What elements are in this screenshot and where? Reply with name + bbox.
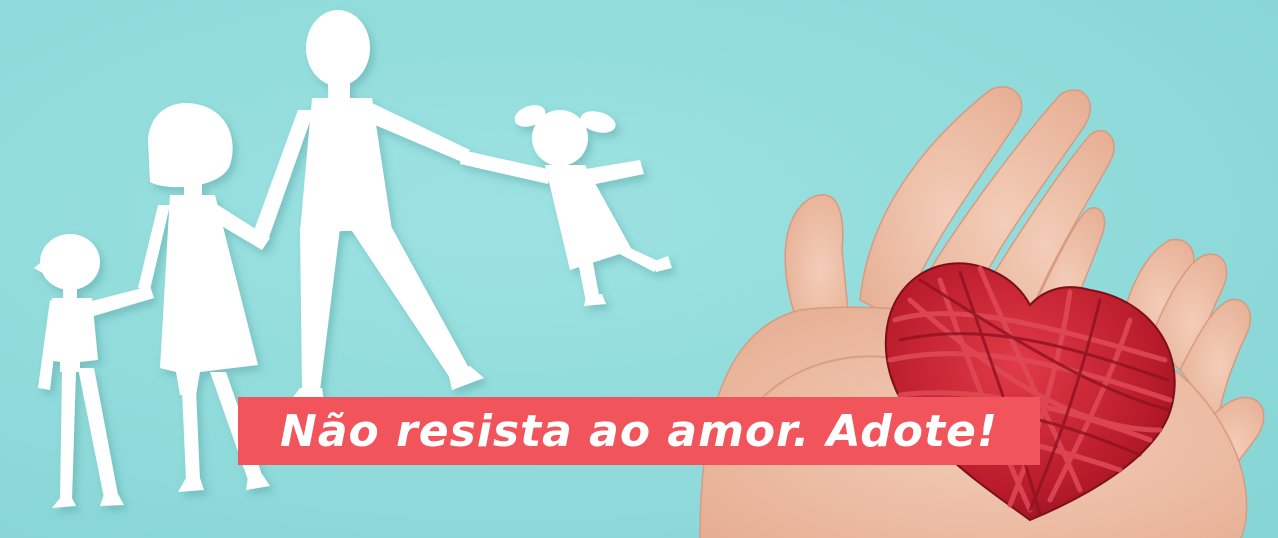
caption-text: Não resista ao amor. Adote! xyxy=(280,405,998,457)
paper-girl xyxy=(460,101,672,306)
paper-boy xyxy=(34,234,154,508)
hands-with-heart xyxy=(700,87,1264,538)
paper-father xyxy=(252,10,484,404)
caption-banner xyxy=(238,397,1040,465)
